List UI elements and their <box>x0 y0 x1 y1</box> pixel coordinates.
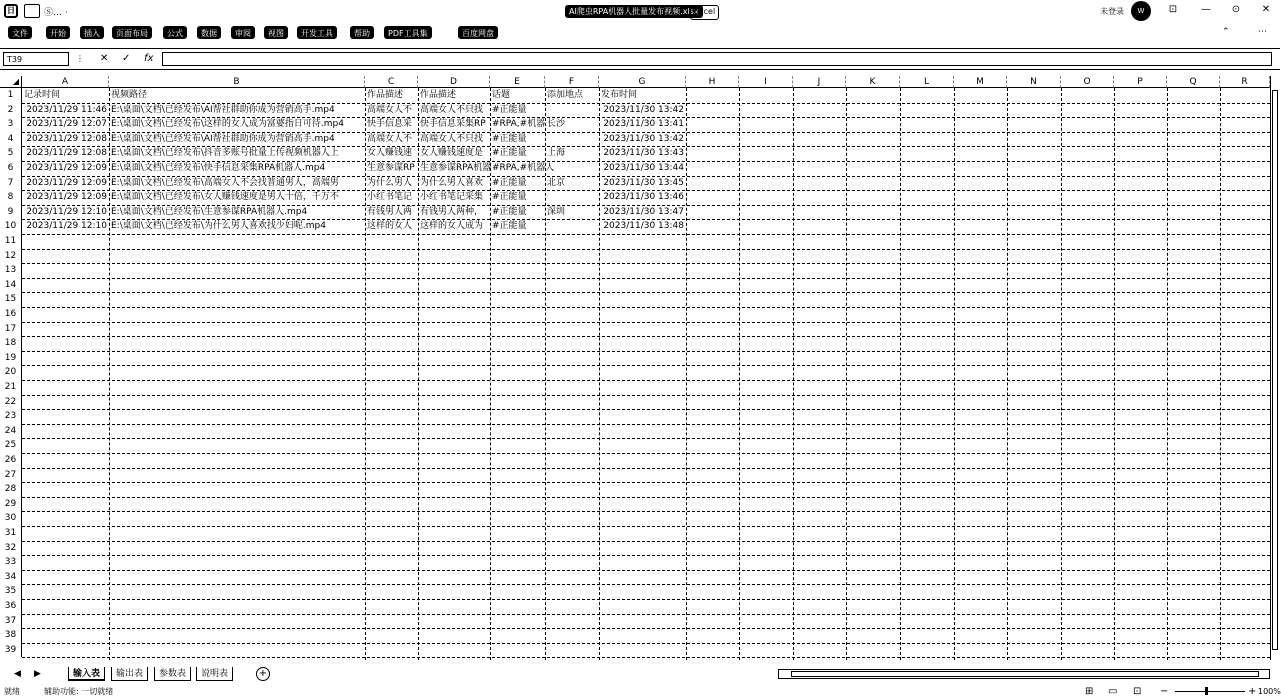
tab-data[interactable]: 数据 <box>197 26 221 39</box>
cell-f5[interactable]: 上海 <box>547 148 566 159</box>
row-header[interactable]: 18 <box>0 336 22 351</box>
row-header[interactable]: 7 <box>0 176 22 191</box>
cell-c3[interactable]: 快手信息采 <box>367 119 413 130</box>
row-gridline <box>22 584 1270 585</box>
namebox-menu-icon[interactable]: ⋮ <box>76 54 84 63</box>
cell-g3[interactable]: 2023/11/30 13:41 <box>603 119 684 130</box>
column-gridline <box>1114 88 1115 660</box>
column-header-l[interactable]: L <box>900 76 954 88</box>
cell-f4[interactable] <box>545 132 599 147</box>
row-header[interactable]: 12 <box>0 249 22 264</box>
column-header-f[interactable]: F <box>545 76 599 88</box>
cell-c7[interactable]: 为什么男人 <box>367 177 413 188</box>
cell-g7[interactable]: 2023/11/30 13:45 <box>603 177 684 188</box>
row-gridline <box>22 292 1270 293</box>
cell-a6[interactable]: 2023/11/29 12:09 <box>26 163 107 173</box>
row-gridline <box>22 628 1270 629</box>
cell-c10[interactable]: 这样的女人 <box>367 221 413 232</box>
ribbon-display-icon[interactable]: ⊡ <box>1168 4 1178 15</box>
column-header-c[interactable]: C <box>365 76 418 88</box>
row-header[interactable]: 27 <box>0 468 22 483</box>
row-header[interactable]: 37 <box>0 614 22 629</box>
cell-e1[interactable]: 话题 <box>492 90 511 100</box>
row-header[interactable]: 28 <box>0 482 22 497</box>
cell-b6[interactable]: E:\桌面\文档\已经发布\快手信息采集RPA机器人.mp4 <box>111 163 326 173</box>
zoom-slider-thumb[interactable] <box>1205 687 1208 695</box>
select-all-corner[interactable]: ◢ <box>0 76 22 88</box>
row-header[interactable]: 34 <box>0 570 22 585</box>
column-header-i[interactable]: I <box>739 76 793 88</box>
formula-input[interactable] <box>162 52 1272 66</box>
tab-view[interactable]: 视图 <box>264 26 288 39</box>
sheet-tab-output[interactable]: 输出表 <box>111 667 148 681</box>
row-header[interactable]: 26 <box>0 453 22 468</box>
zoom-slider[interactable] <box>1175 691 1245 692</box>
cell-g6[interactable]: 2023/11/30 13:44 <box>603 163 684 173</box>
cell-a5[interactable]: 2023/11/29 12:08 <box>26 148 107 159</box>
ribbon-tabs <box>0 22 1280 44</box>
cell-g10[interactable]: 2023/11/30 13:48 <box>603 221 684 232</box>
horizontal-scroll-thumb[interactable] <box>791 671 1259 677</box>
row-header[interactable]: 24 <box>0 424 22 439</box>
quick-access-text: Ⓢ… · <box>44 8 68 18</box>
app-name: Excel <box>690 5 719 20</box>
row-header[interactable]: 11 <box>0 234 22 249</box>
column-header-r[interactable]: R <box>1220 76 1270 88</box>
column-gridline <box>846 88 847 660</box>
row-gridline <box>22 511 1270 512</box>
vertical-scrollbar[interactable] <box>1270 76 1280 660</box>
column-header-p[interactable]: P <box>1114 76 1167 88</box>
spreadsheet-grid[interactable] <box>0 76 1270 660</box>
tab-insert[interactable]: 插入 <box>80 26 104 39</box>
cell-f9[interactable]: 深圳 <box>547 206 566 217</box>
cell-g9[interactable]: 2023/11/30 13:47 <box>603 206 684 217</box>
row-gridline <box>22 336 1270 337</box>
cell-d4[interactable]: 高端女人不只找 <box>420 133 484 144</box>
normal-view-icon[interactable]: ⊞ <box>1085 686 1094 697</box>
collapse-ribbon-icon[interactable]: ⌃ <box>1222 27 1230 37</box>
row-header[interactable]: 20 <box>0 365 22 380</box>
row-header[interactable]: 15 <box>0 292 22 307</box>
cell-a7[interactable]: 2023/11/29 12:09 <box>26 177 107 188</box>
cell-b7[interactable]: E:\桌面\文档\已经发布\高端女人不会找普通男人，高端男 <box>111 177 339 188</box>
cell-g2[interactable]: 2023/11/30 13:42 <box>603 104 684 115</box>
row-gridline <box>22 482 1270 483</box>
cell-f7[interactable]: 北京 <box>547 177 566 188</box>
cell-g8[interactable]: 2023/11/30 13:46 <box>603 192 684 203</box>
column-header-h[interactable]: H <box>686 76 739 88</box>
row-header[interactable]: 31 <box>0 526 22 541</box>
row-gridline <box>22 453 1270 454</box>
row-header[interactable]: 39 <box>0 643 22 658</box>
cell-c5[interactable]: 女人赚钱速 <box>367 148 413 159</box>
insert-function-icon[interactable]: fx <box>144 53 154 64</box>
cell-e7[interactable]: #正能量 <box>492 177 527 188</box>
column-header-q[interactable]: Q <box>1167 76 1220 88</box>
minimize-icon[interactable]: — <box>1201 4 1211 15</box>
document-title: AI爬虫RPA机器人批量发布视频.xlsx <box>565 5 703 18</box>
row-gridline <box>22 614 1270 615</box>
row-gridline <box>22 351 1270 352</box>
cell-e3[interactable]: #RPA,#机器 <box>492 119 546 130</box>
sheet-prev-icon[interactable]: ◀ <box>14 669 21 679</box>
row-gridline <box>22 307 1270 308</box>
row-header[interactable]: 3 <box>0 117 22 132</box>
cell-b8[interactable]: E:\桌面\文档\已经发布\女人赚钱速度是男人十倍，千万不 <box>111 192 339 203</box>
row-header[interactable]: 10 <box>0 219 22 234</box>
cell-g1[interactable]: 发布时间 <box>601 90 638 100</box>
horizontal-scrollbar[interactable] <box>778 669 1270 679</box>
row-header[interactable]: 33 <box>0 555 22 570</box>
cell-d5[interactable]: 女人赚钱速度是 <box>420 148 484 159</box>
row-gridline <box>22 395 1270 396</box>
cell-a8[interactable]: 2023/11/29 12:09 <box>26 192 107 203</box>
row-header[interactable]: 2 <box>0 103 22 118</box>
row-gridline <box>22 409 1270 410</box>
cell-g5[interactable]: 2023/11/30 13:43 <box>603 148 684 159</box>
cell-a9[interactable]: 2023/11/29 12:10 <box>26 206 107 217</box>
row-header[interactable]: 6 <box>0 161 22 176</box>
column-gridline <box>900 88 901 660</box>
row-header[interactable]: 19 <box>0 351 22 366</box>
row-gridline <box>22 278 1270 279</box>
row-header[interactable]: 14 <box>0 278 22 293</box>
cell-d1[interactable]: 作品描述 <box>420 90 457 100</box>
login-status[interactable]: 未登录 <box>1100 7 1124 16</box>
cell-a10[interactable]: 2023/11/29 12:10 <box>26 221 107 232</box>
cell-g4[interactable]: 2023/11/30 13:42 <box>603 133 684 144</box>
cell-f8[interactable] <box>545 190 599 205</box>
sheet-tab-notes[interactable]: 说明表 <box>196 667 233 681</box>
column-header-a[interactable]: A <box>22 76 109 88</box>
cell-e5[interactable]: #正能量 <box>492 148 527 159</box>
row-header[interactable]: 1 <box>0 88 22 103</box>
row-gridline <box>22 570 1270 571</box>
cell-b4[interactable]: E:\桌面\文档\已经发布\AI帮社群助你成为营销高手.mp4 <box>111 133 335 144</box>
tab-help[interactable]: 帮助 <box>350 26 374 39</box>
status-bar <box>0 684 1280 700</box>
row-header[interactable]: 38 <box>0 628 22 643</box>
row-gridline <box>22 497 1270 498</box>
cell-f2[interactable] <box>545 103 599 118</box>
row-gridline <box>22 263 1270 264</box>
row-gridline <box>22 555 1270 556</box>
avatar[interactable]: W <box>1131 1 1151 21</box>
row-header[interactable]: 36 <box>0 599 22 614</box>
tab-page-layout[interactable]: 页面布局 <box>112 26 152 39</box>
cancel-icon[interactable]: ✕ <box>100 53 109 64</box>
name-box[interactable]: T39 <box>3 52 69 66</box>
row-gridline <box>22 599 1270 600</box>
status-ready: 就绪 <box>4 687 20 696</box>
cell-d6[interactable]: 生意参谋RPA机器 <box>420 163 492 173</box>
row-header[interactable]: 4 <box>0 132 22 147</box>
row-gridline <box>22 424 1270 425</box>
column-header-e[interactable]: E <box>490 76 545 88</box>
row-header[interactable]: 23 <box>0 409 22 424</box>
column-header-n[interactable]: N <box>1007 76 1061 88</box>
row-header[interactable]: 8 <box>0 190 22 205</box>
column-gridline <box>1167 88 1168 660</box>
cell-e4[interactable]: #正能量 <box>492 133 527 144</box>
column-gridline <box>1061 88 1062 660</box>
cell-d7[interactable]: 为什么男人喜欢 <box>420 177 484 188</box>
row-header[interactable]: 9 <box>0 205 22 220</box>
row-gridline <box>22 234 1270 235</box>
cell-c8[interactable]: 小红书笔记 <box>367 192 413 203</box>
cell-b1[interactable]: 视频路径 <box>111 90 148 100</box>
cell-c1[interactable]: 作品描述 <box>367 90 404 100</box>
cell-f10[interactable] <box>545 219 599 234</box>
save-icon[interactable] <box>24 4 40 18</box>
cell-f3[interactable]: 长沙 <box>547 119 566 130</box>
spreadsheet-app-icon[interactable]: 日 <box>4 4 18 18</box>
tab-file[interactable]: 文件 <box>8 26 32 39</box>
title-bar <box>0 0 1280 22</box>
column-header-j[interactable]: J <box>793 76 846 88</box>
zoom-in-icon[interactable]: + <box>1248 686 1257 697</box>
sheet-tab-params[interactable]: 参数表 <box>154 667 191 681</box>
row-header[interactable]: 32 <box>0 541 22 556</box>
column-header-o[interactable]: O <box>1061 76 1114 88</box>
column-gridline <box>793 88 794 660</box>
cell-d8[interactable]: 小红书笔记采集 <box>420 192 484 203</box>
column-gridline <box>1007 88 1008 660</box>
accessibility-status[interactable]: 辅助功能: 一切就绪 <box>44 687 114 696</box>
column-gridline <box>954 88 955 660</box>
cell-a4[interactable]: 2023/11/29 12:08 <box>26 133 107 144</box>
zoom-level[interactable]: 100% <box>1258 687 1281 696</box>
vertical-scroll-thumb[interactable] <box>1272 90 1278 650</box>
cell-e6[interactable]: #RPA,#机器人 <box>492 163 555 173</box>
row-gridline <box>22 541 1270 542</box>
cell-d3[interactable]: 快手信息采集RP <box>420 119 486 130</box>
cell-c9[interactable]: 有钱男人两 <box>367 206 413 217</box>
tab-developer[interactable]: 开发工具 <box>297 26 337 39</box>
cell-a1[interactable]: 记录时间 <box>24 90 61 100</box>
row-gridline <box>22 468 1270 469</box>
tab-review[interactable]: 审阅 <box>231 26 255 39</box>
column-gridline <box>686 88 687 660</box>
cell-c4[interactable]: 高端女人不 <box>367 133 413 144</box>
row-header[interactable]: 21 <box>0 380 22 395</box>
row-header[interactable]: 16 <box>0 307 22 322</box>
row-header[interactable]: 13 <box>0 263 22 278</box>
cell-d2[interactable]: 高端女人不只找 <box>420 104 484 115</box>
page-layout-view-icon[interactable]: ▭ <box>1108 686 1118 697</box>
tab-formulas[interactable]: 公式 <box>163 26 187 39</box>
column-header-d[interactable]: D <box>418 76 490 88</box>
row-header[interactable]: 17 <box>0 322 22 337</box>
close-icon[interactable]: ✕ <box>1261 4 1271 15</box>
column-header-m[interactable]: M <box>954 76 1007 88</box>
zoom-out-icon[interactable]: − <box>1160 686 1169 697</box>
cell-d9[interactable]: 有钱男人两种， <box>420 206 484 217</box>
cell-b5[interactable]: E:\桌面\文档\已经发布\抖音多账号批量上传视频机器人上 <box>111 148 339 159</box>
cell-a3[interactable]: 2023/11/29 12:07 <box>26 119 107 130</box>
row-gridline <box>22 643 1270 644</box>
column-header-b[interactable]: B <box>109 76 365 88</box>
add-sheet-button[interactable]: + <box>256 667 270 681</box>
row-gridline <box>22 438 1270 439</box>
row-header[interactable]: 25 <box>0 438 22 453</box>
cell-e10[interactable]: #正能量 <box>492 221 527 232</box>
row-gridline <box>22 322 1270 323</box>
row-header[interactable]: 30 <box>0 511 22 526</box>
row-gridline <box>22 657 1270 658</box>
tab-pdf-tools[interactable]: PDF工具集 <box>384 26 432 39</box>
formula-bar <box>0 48 1280 70</box>
cell-b9[interactable]: E:\桌面\文档\已经发布\生意参谋RPA机器人.mp4 <box>111 206 308 217</box>
row-gridline <box>22 365 1270 366</box>
column-gridline <box>1220 88 1221 660</box>
sheet-tab-input[interactable]: 输入表 <box>68 667 105 681</box>
maximize-icon[interactable]: ⊙ <box>1231 4 1241 15</box>
row-header[interactable]: 22 <box>0 395 22 410</box>
more-options-icon[interactable]: ⋯ <box>1258 27 1267 37</box>
row-header[interactable]: 29 <box>0 497 22 512</box>
row-header[interactable]: 5 <box>0 146 22 161</box>
cell-b10[interactable]: E:\桌面\文档\已经发布\为什么男人喜欢找少妇呢.mp4 <box>111 221 326 232</box>
cell-c6[interactable]: 生意参谋RP <box>367 163 415 173</box>
column-gridline <box>739 88 740 660</box>
row-gridline <box>22 380 1270 381</box>
cell-b3[interactable]: E:\桌面\文档\已经发布\这样的女人成为富婆指日可待.mp4 <box>111 119 344 130</box>
cell-f6[interactable] <box>545 161 599 176</box>
cell-a2[interactable]: 2023/11/29 11:46 <box>26 104 107 115</box>
cell-e9[interactable]: #正能量 <box>492 206 527 217</box>
row-header[interactable]: 35 <box>0 584 22 599</box>
row-gridline <box>22 526 1270 527</box>
tab-baidu-netdisk[interactable]: 百度网盘 <box>458 26 498 39</box>
cell-e2[interactable]: #正能量 <box>492 104 527 115</box>
cell-b2[interactable]: E:\桌面\文档\已经发布\AI帮社群助你成为营销高手.mp4 <box>111 104 335 115</box>
row-gridline <box>22 249 1270 250</box>
column-header-g[interactable]: G <box>599 76 686 88</box>
sheet-next-icon[interactable]: ▶ <box>34 669 41 679</box>
cell-e8[interactable]: #正能量 <box>492 192 527 203</box>
confirm-icon[interactable]: ✓ <box>122 53 131 64</box>
cell-d10[interactable]: 这样的女人成为 <box>420 221 484 232</box>
column-header-k[interactable]: K <box>846 76 900 88</box>
page-break-view-icon[interactable]: ⊡ <box>1133 686 1142 697</box>
cell-f1[interactable]: 添加地点 <box>547 90 584 100</box>
tab-home[interactable]: 开始 <box>46 26 70 39</box>
cell-c2[interactable]: 高端女人不 <box>367 104 413 115</box>
